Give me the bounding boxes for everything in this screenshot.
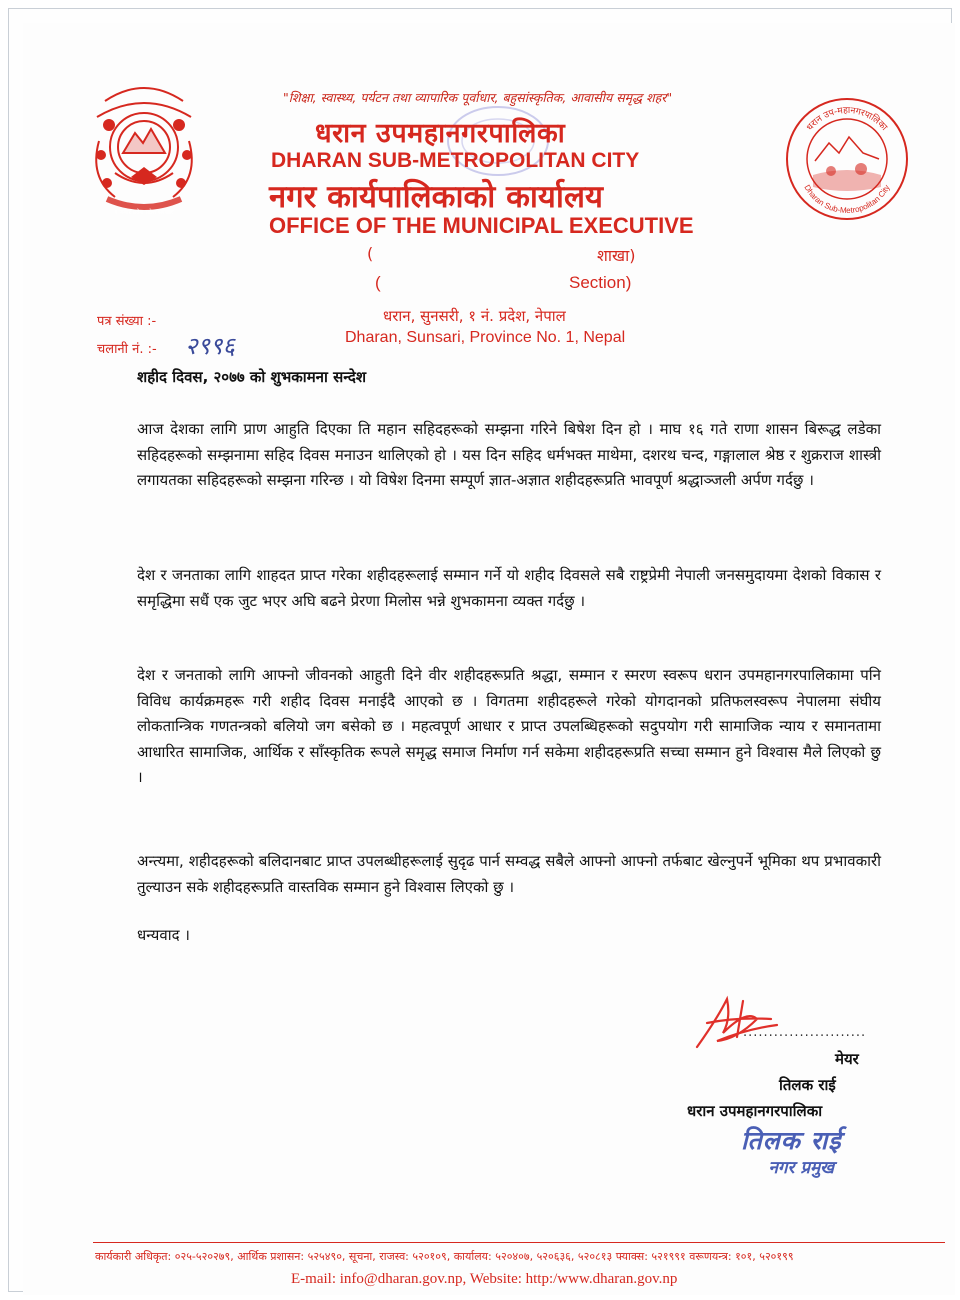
- footer-phone-numbers: कार्यकारी अधिकृत: ०२५-५२०२७९, आर्थिक प्रशासन: ५२५४९०, सूचना, राजस्व: ५२०१०९, कार्यालय: ५२०४०७, ५२०६३६, ५२०८१३ फ्याक्स: ५२१९९१ वरूणयन्त्र: १०१, ५२०१९९: [95, 1250, 794, 1263]
- paragraph-4: अन्त्यमा, शहीदहरूको बलिदानबाट प्राप्त उपलब्धीहरूलाई सुदृढ पार्न सम्वद्ध सबैले आफ्नो आफ्नो तर्फबाट खेल्नुपर्ने भूमिका थप प्रभावकारी तुल्याउन सके शहीदहरूप्रति वास्तविक सम्मान हुने विश्वास लिएको छु ।: [137, 852, 881, 896]
- paragraph-2: देश र जनताका लागि शाहदत प्राप्त गरेका शहीदहरूलाई सम्मान गर्ने यो शहीद दिवसले सबै राष्ट्रप्रेमी नेपाली जनसमुदायमा देशको विकास र समृद्धिमा सधैं एक जुट भएर अघि बढने प्रेरणा मिलोस भन्ने शुभकामना व्यक्त गर्दछु ।: [137, 566, 881, 610]
- signature-icon: [687, 989, 807, 1059]
- closing: धन्यवाद ।: [137, 926, 190, 944]
- section-label-nepali: शाखा): [597, 246, 636, 265]
- seal-caption-bottom: Dharan Sub-Metropolitan City: [802, 183, 892, 216]
- letter-number-label: पत्र संख्या :-: [97, 314, 157, 329]
- emblem-left-caption: १ नम्बर प्रदेश प्रदेश सरकार: [114, 209, 174, 216]
- document-frame: [8, 8, 952, 1292]
- signatory-organization: धरान उपमहानगरपालिका: [687, 1102, 823, 1120]
- signature-line: ........................: [743, 1025, 867, 1040]
- municipality-seal-icon: [783, 95, 911, 223]
- stamp-name: तिलक राई: [741, 1126, 842, 1155]
- section-line-nepali: [367, 244, 667, 263]
- section-line-english: [375, 273, 675, 293]
- footer-divider: [93, 1242, 945, 1243]
- designation: मेयर: [835, 1050, 859, 1068]
- signatory-name: तिलक राई: [779, 1076, 836, 1094]
- nepal-emblem-icon: [85, 81, 203, 221]
- paragraph-3: देश र जनताको लागि आफ्नो जीवनको आहुती दिने वीर शहीदहरूप्रति श्रद्धा, सम्मान र स्मरण स्वरूप धरान उपमहानगरपालिकामा पनि विविध कार्यक्रमहरू गरी शहीद दिवस मनाईदै आएको छ । विगतमा शहीदहरूले गरेको योगदानको प्रतिफलस्वरूप नेपालमा संघीय लोकतान्त्रिक गणतन्त्रको बलियो जग बसेको छ । महत्वपूर्ण आधार र प्राप्त उपलब्धिहरूको सदुपयोग गरी सामाजिक न्याय र समानतामा आधारित सामाजिक, आर्थिक र साँस्कृतिक रूपले समृद्ध समाज निर्माण गर्न सकेमा शहीदहरूप्रति सच्चा सम्मान हुने विश्वास मैले लिएको छु ।: [137, 666, 881, 786]
- letter-page: [23, 23, 955, 1295]
- org-name-nepali: धरान उपमहानगरपालिका: [315, 118, 566, 149]
- footer-contact: E-mail: info@dharan.gov.np, Website: http:/www.dharan.gov.np: [291, 1271, 678, 1287]
- office-name-nepali: नगर कार्यपालिकाको कार्यालय: [269, 179, 603, 215]
- letter-subject: शहीद दिवस, २०७७ को शुभकामना सन्देश: [137, 368, 367, 386]
- address-nepali: धरान, सुनसरी, १ नं. प्रदेश, नेपाल: [383, 307, 566, 325]
- section-open-paren: (: [367, 244, 374, 263]
- stamp-title: नगर प्रमुख: [768, 1158, 835, 1178]
- section-label-english: Section): [569, 273, 632, 292]
- slogan: "शिक्षा, स्वास्थ्य, पर्यटन तथा व्यापारिक पूर्वाधार, बहुसांस्कृतिक, आवासीय समृद्ध शहर": [283, 90, 673, 105]
- name-stamp: [741, 1123, 842, 1178]
- paragraph-1: आज देशका लागि प्राण आहुति दिएका ति महान सहिदहरूको सम्झना गरिने बिषेश दिन हो । माघ १६ गते राणा शासन बिरूद्ध लडेका सहिदहरूको सम्झनामा सहिद दिवस मनाउन थालिएको हो । यस दिन सहिद धर्मभक्त माथेमा, दशरथ चन्द, गङ्गालाल श्रेष्ठ र शुक्रराज शास्त्री लगायतका सहिदहरूको सम्झना गरिन्छ । यो विषेश दिनमा सम्पूर्ण ज्ञात-अज्ञात शहीदहरूप्रति भावपूर्ण श्रद्धाञ्जली अर्पण गर्दछु ।: [137, 420, 881, 489]
- dispatch-number-label: चलानी नं. :-: [97, 342, 157, 357]
- office-name-english: OFFICE OF THE MUNICIPAL EXECUTIVE: [269, 213, 694, 238]
- seal-caption-top: धरान उप-महानगरपालिका: [805, 105, 889, 133]
- org-name-english: DHARAN SUB-METROPOLITAN CITY: [271, 149, 640, 172]
- section-open-paren-en: (: [375, 273, 381, 292]
- dispatch-number: २९९६: [185, 332, 235, 360]
- address-english: Dharan, Sunsari, Province No. 1, Nepal: [345, 329, 626, 346]
